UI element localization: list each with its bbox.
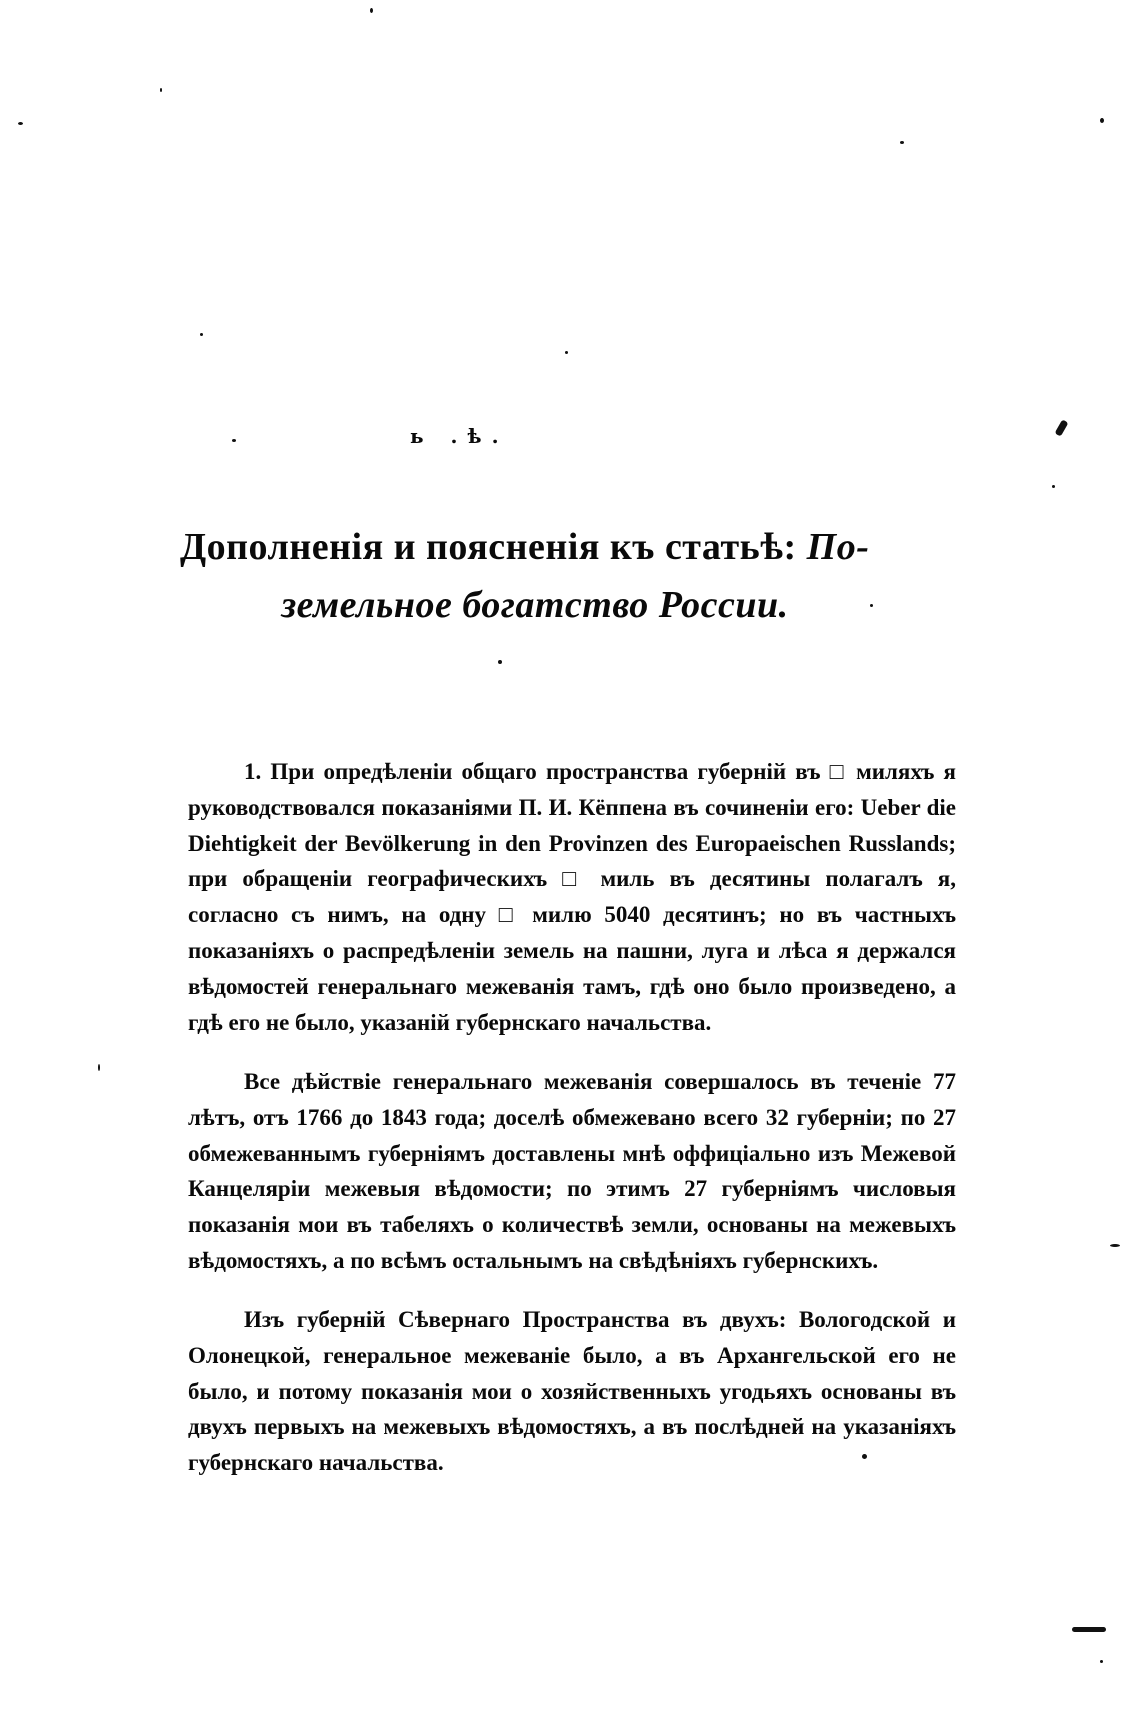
scan-speck xyxy=(1100,1660,1103,1663)
scan-speck xyxy=(1052,485,1055,488)
scan-speck xyxy=(160,88,162,92)
title-italic-part: По- xyxy=(806,526,870,568)
scan-speck xyxy=(1054,419,1068,436)
scan-speck xyxy=(370,8,373,13)
header-ornament: ь .ѣ. xyxy=(410,424,509,448)
scan-speck xyxy=(1110,1244,1120,1247)
scan-speck xyxy=(1072,1627,1106,1632)
scan-speck xyxy=(200,333,203,336)
scan-speck xyxy=(98,1064,100,1071)
scan-speck xyxy=(232,439,236,442)
page-title xyxy=(180,518,960,634)
paragraph-1: 1. При опредѣленіи общаго пространства губерній въ □ миляхъ я руководствовался показаніями П. И. Кёппена въ сочиненіи его: Ueber die Diehtigkeit der Bevölkerung in den Provinzen des Europaeischen Russlands; при обращеніи географическихъ □ миль въ десятины полагалъ я, согласно съ нимъ, на одну □ милю 5040 десятинъ; но въ частныхъ показаніяхъ о распредѣленіи земель на пашни, луга и лѣса я держался вѣдомостей генеральнаго межеванія тамъ, гдѣ оно было произведено, а гдѣ его не было, указаній губернскаго начальства. xyxy=(188,759,956,1035)
scan-speck xyxy=(18,122,23,125)
title-line-2: земельное богатство России. xyxy=(281,584,789,626)
scan-speck xyxy=(1100,118,1104,123)
scan-speck xyxy=(900,141,904,144)
paragraph-3: Изъ губерній Сѣвернаго Пространства въ двухъ: Вологодской и Олонецкой, генеральное межеваніе было, а въ Архангельской его не было, и потому показанія мои о хозяйственныхъ угодьяхъ основаны въ двухъ первыхъ на межевыхъ вѣдомостяхъ, а въ послѣдней на указаніяхъ губернскаго начальства. xyxy=(188,1307,956,1476)
scan-speck xyxy=(565,351,568,354)
scan-speck xyxy=(498,660,502,664)
paragraph-2: Все дѣйствіе генеральнаго межеванія совершалось въ теченіе 77 лѣтъ, отъ 1766 до 1843 года; доселѣ обмежевано всего 32 губерніи; по 27 обмежеваннымъ губерніямъ доставлены мнѣ оффиціально изъ Межевой Канцеляріи межевыя вѣдомости; по этимъ 27 губерніямъ числовыя показанія мои въ табеляхъ о количествѣ земли, основаны на межевыхъ вѣдомостяхъ, а по всѣмъ остальнымъ на свѣдѣніяхъ губернскихъ. xyxy=(188,1069,956,1273)
title-regular-part: Дополненія и поясненія къ статьѣ: xyxy=(180,526,807,568)
title-line-1 xyxy=(180,518,960,576)
